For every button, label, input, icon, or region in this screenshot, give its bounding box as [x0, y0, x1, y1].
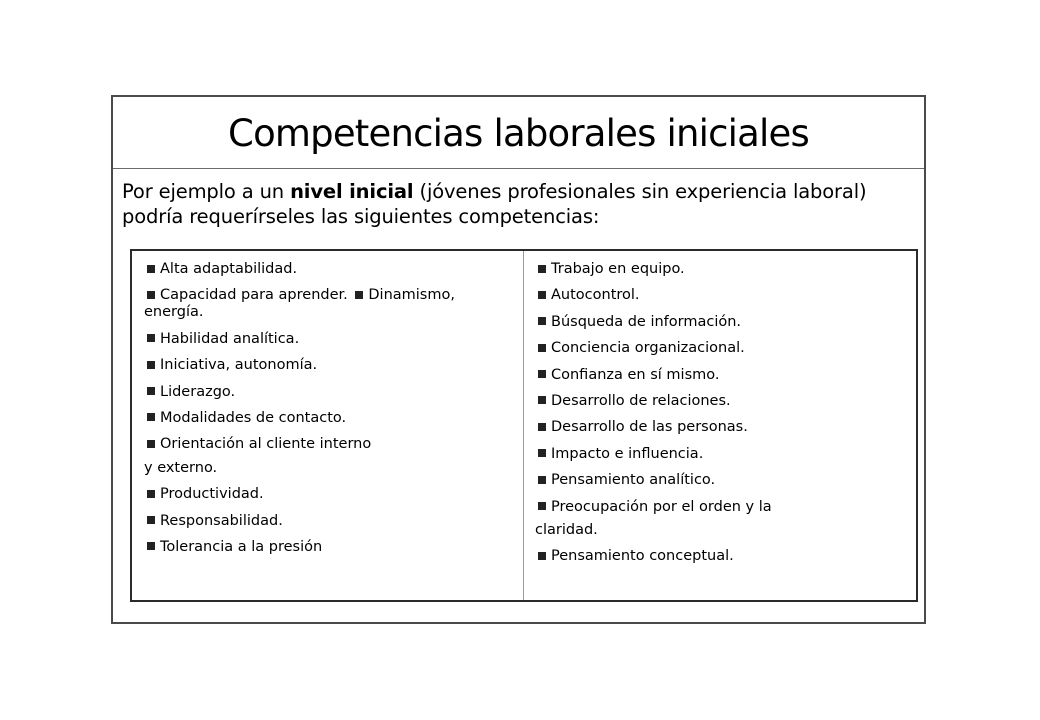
list-item-label: Modalidades de contacto. — [160, 409, 347, 426]
square-bullet-icon — [147, 542, 155, 550]
list-item-label: Dinamismo, energía. — [144, 287, 455, 321]
list-item — [535, 314, 905, 331]
left-competencies-list — [144, 261, 516, 565]
square-bullet-icon — [538, 265, 546, 273]
square-bullet-icon — [355, 291, 363, 299]
list-item-label: Desarrollo de las personas. — [551, 419, 748, 436]
square-bullet-icon — [538, 291, 546, 299]
square-bullet-icon — [538, 396, 546, 404]
list-item-label: claridad. — [535, 521, 598, 538]
list-item-label: Confianza en sí mismo. — [551, 366, 720, 383]
intro-paragraph — [122, 179, 912, 229]
list-item — [144, 384, 516, 401]
intro-bold-term: nivel inicial — [290, 180, 414, 203]
square-bullet-icon — [147, 334, 155, 342]
list-item-label: Alta adaptabilidad. — [160, 261, 298, 277]
list-item-label: Trabajo en equipo. — [551, 261, 685, 277]
list-item — [535, 472, 905, 489]
list-item — [144, 486, 516, 503]
list-item-label: Pensamiento conceptual. — [551, 548, 734, 565]
list-item — [535, 419, 905, 436]
square-bullet-icon — [538, 476, 546, 484]
list-item — [535, 287, 905, 304]
title-bar — [113, 97, 924, 169]
list-item-continuation — [144, 460, 516, 477]
list-item-label: Orientación al cliente interno — [160, 436, 372, 453]
square-bullet-icon — [538, 552, 546, 560]
square-bullet-icon — [147, 516, 155, 524]
list-item — [144, 331, 516, 348]
intro-text-end: (jóvenes profesionales sin experiencia laboral) podría requerírseles las siguientes competencias: — [122, 180, 867, 228]
list-item-label: Desarrollo de relaciones. — [551, 392, 731, 409]
right-competencies-list — [535, 261, 905, 575]
list-item — [535, 393, 905, 410]
list-item-continuation — [535, 522, 905, 539]
list-item-label: Tolerancia a la presión — [160, 538, 323, 555]
list-item-label: Preocupación por el orden y la — [551, 498, 772, 515]
list-item-label: Productividad. — [160, 486, 264, 503]
list-item-label: Conciencia organizacional. — [551, 340, 745, 357]
list-item — [535, 499, 905, 516]
list-item-label: y externo. — [144, 459, 218, 476]
square-bullet-icon — [147, 387, 155, 395]
competencies-box — [130, 249, 918, 602]
list-item — [535, 261, 905, 278]
column-divider — [523, 251, 524, 600]
list-item — [144, 357, 516, 374]
square-bullet-icon — [538, 449, 546, 457]
square-bullet-icon — [147, 361, 155, 369]
list-item-label: Habilidad analítica. — [160, 330, 300, 347]
square-bullet-icon — [147, 440, 155, 448]
list-item-label: Liderazgo. — [160, 383, 236, 400]
list-item — [535, 548, 905, 565]
list-item — [144, 436, 516, 453]
list-item-label: Responsabilidad. — [160, 512, 283, 529]
list-item-label: Iniciativa, autonomía. — [160, 357, 318, 374]
square-bullet-icon — [147, 265, 155, 273]
square-bullet-icon — [538, 344, 546, 352]
list-item-label: Búsqueda de información. — [551, 313, 742, 330]
slide-frame — [111, 95, 926, 624]
list-item — [144, 261, 516, 278]
square-bullet-icon — [147, 291, 155, 299]
list-item — [535, 446, 905, 463]
square-bullet-icon — [147, 413, 155, 421]
square-bullet-icon — [147, 490, 155, 498]
square-bullet-icon — [538, 423, 546, 431]
list-item — [144, 539, 516, 556]
square-bullet-icon — [538, 502, 546, 510]
list-item — [144, 513, 516, 530]
list-item-label: Autocontrol. — [551, 287, 640, 304]
list-item — [144, 287, 516, 321]
intro-text-start: Por ejemplo a un — [122, 180, 291, 203]
list-item-label: Capacidad para aprender. — [160, 287, 348, 304]
list-item-label: Impacto e influencia. — [551, 445, 704, 462]
square-bullet-icon — [538, 317, 546, 325]
list-item — [535, 340, 905, 357]
slide-title: Competencias laborales iniciales — [228, 112, 809, 155]
list-item — [535, 367, 905, 384]
list-item — [144, 410, 516, 427]
list-item-label: Pensamiento analítico. — [551, 472, 716, 489]
square-bullet-icon — [538, 370, 546, 378]
